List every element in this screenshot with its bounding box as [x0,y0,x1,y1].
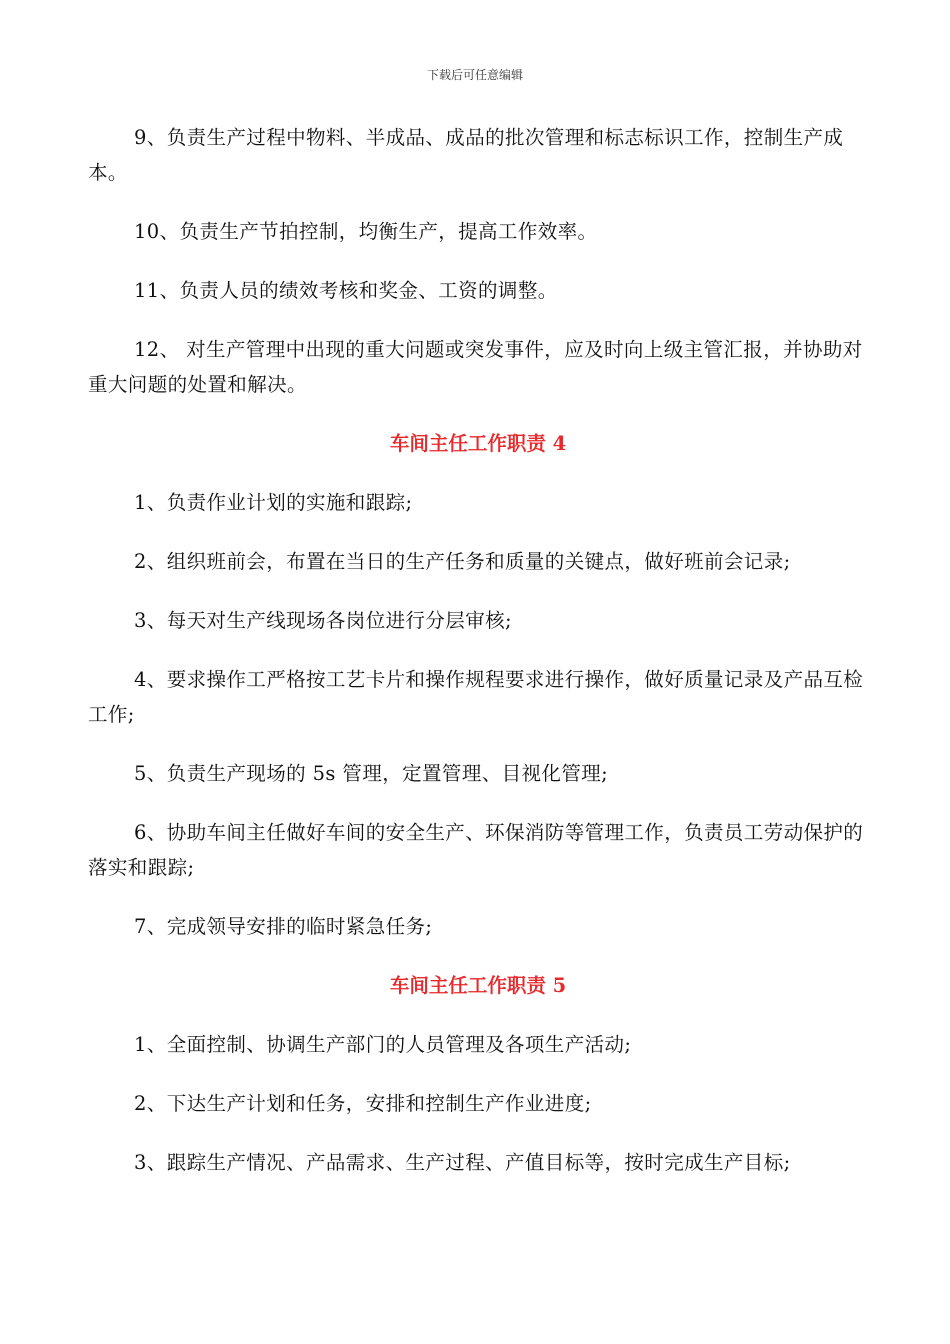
paragraph-12: 12、 对生产管理中出现的重大问题或突发事件，应及时向上级主管汇报，并协助对重大问题的处置和解决。 [88,338,863,396]
paragraph-11: 11、负责人员的绩效考核和奖金、工资的调整。 [134,279,558,302]
section-4-item-6: 6、协助车间主任做好车间的安全生产、环保消防等管理工作，负责员工劳动保护的落实和跟踪; [88,821,864,879]
paragraph-9: 9、负责生产过程中物料、半成品、成品的批次管理和标志标识工作，控制生产成本。 [88,126,844,184]
section-5-item-3: 3、跟踪生产情况、产品需求、生产过程、产值目标等，按时完成生产目标; [134,1151,791,1174]
paragraph-10: 10、负责生产节拍控制，均衡生产，提高工作效率。 [134,220,598,243]
section-5-heading: 车间主任工作职责 5 [389,974,567,997]
section-4-item-1: 1、负责作业计划的实施和跟踪; [134,491,413,514]
section-4-heading: 车间主任工作职责 4 [389,432,567,455]
document-body [88,120,868,1204]
section-5-item-1: 1、全面控制、协调生产部门的人员管理及各项生产活动; [134,1033,632,1056]
section-5-item-2: 2、下达生产计划和任务，安排和控制生产作业进度; [134,1092,592,1115]
section-4-item-7: 7、完成领导安排的临时紧急任务; [134,915,433,938]
page-header: 下载后可任意编辑 [426,68,523,82]
section-4-item-2: 2、组织班前会，布置在当日的生产任务和质量的关键点，做好班前会记录; [134,550,791,573]
section-4-item-4: 4、要求操作工严格按工艺卡片和操作规程要求进行操作，做好质量记录及产品互检工作; [88,668,864,726]
section-4-item-5: 5、负责生产现场的 5s 管理，定置管理、目视化管理; [134,762,609,785]
section-4-item-3: 3、每天对生产线现场各岗位进行分层审核; [134,609,512,632]
